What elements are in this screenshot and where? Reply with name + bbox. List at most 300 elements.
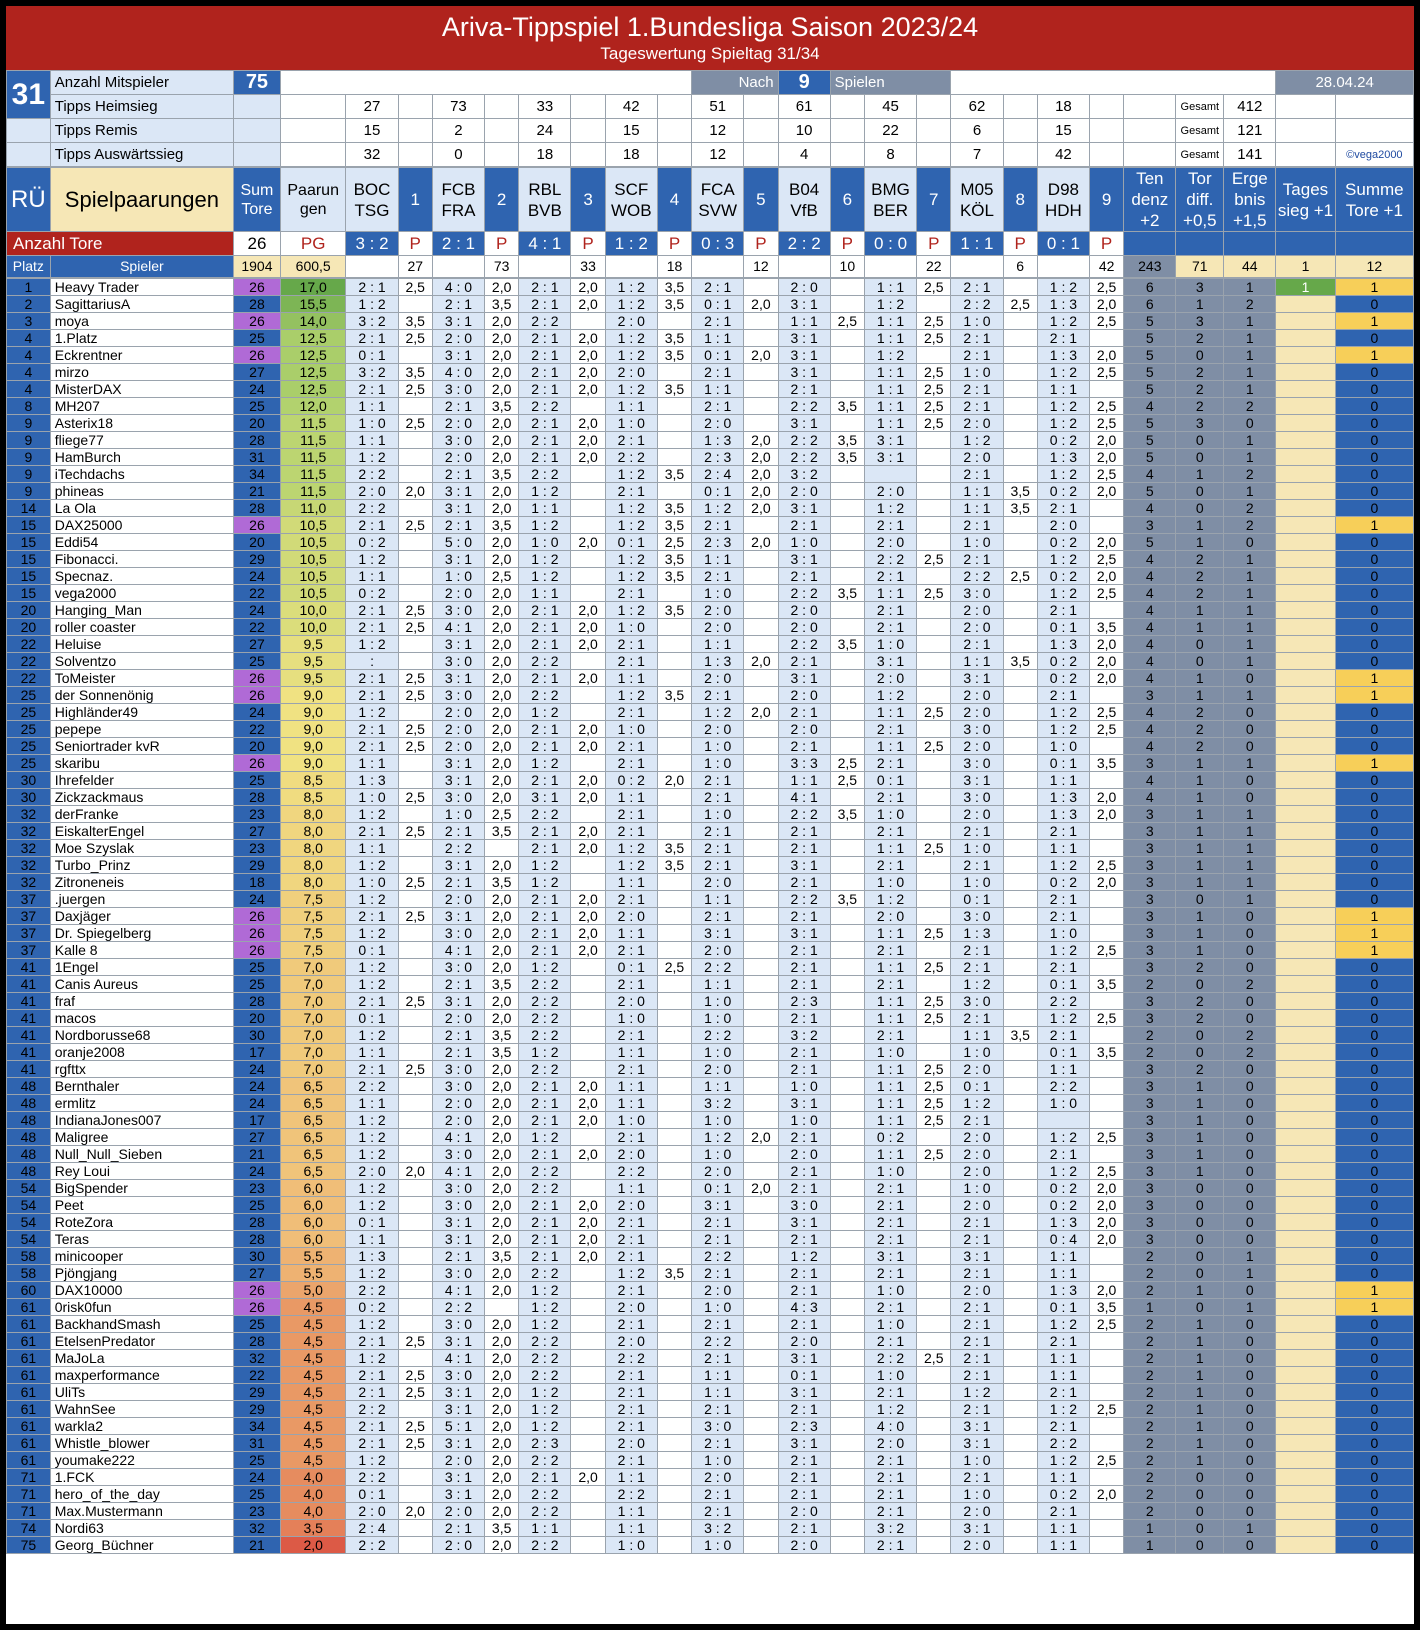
tip: 2 : 1 xyxy=(951,330,1003,347)
tip-points xyxy=(744,806,778,823)
rank: 15 xyxy=(7,585,51,602)
tip: 0 : 1 xyxy=(346,942,398,959)
tip: 4 : 3 xyxy=(778,1299,830,1316)
tip: 1 : 0 xyxy=(605,619,657,636)
tip-points xyxy=(830,908,864,925)
player-name: fliege77 xyxy=(50,432,233,449)
tip-points xyxy=(917,806,951,823)
tip-points xyxy=(571,1316,605,1333)
tip: 0 : 2 xyxy=(346,1299,398,1316)
tip: 1 : 0 xyxy=(778,534,830,551)
tordiff-header: Tor diff. +0,5 xyxy=(1176,168,1224,232)
tip: 0 : 2 xyxy=(1037,653,1089,670)
rank: 41 xyxy=(7,1010,51,1027)
tip: 2 : 1 xyxy=(346,738,398,755)
tip: 1 : 3 xyxy=(1037,636,1089,653)
tip-points xyxy=(744,1146,778,1163)
tordiff: 3 xyxy=(1176,313,1224,330)
tagessieg xyxy=(1276,1503,1335,1520)
points: 7,5 xyxy=(280,908,346,925)
tip-points: 3,5 xyxy=(657,857,691,874)
tendenz: 4 xyxy=(1124,398,1176,415)
tip-points xyxy=(1003,908,1037,925)
tendenz: 2 xyxy=(1124,1265,1176,1282)
tip-points xyxy=(744,670,778,687)
tendenz: 4 xyxy=(1124,670,1176,687)
tip: 0 : 1 xyxy=(1037,976,1089,993)
tip: 2 : 2 xyxy=(951,568,1003,585)
tordiff: 1 xyxy=(1176,534,1224,551)
tip: 3 : 1 xyxy=(778,1384,830,1401)
spacer xyxy=(778,256,830,278)
tip: 0 : 2 xyxy=(1037,1486,1089,1503)
player-name: Rey Loui xyxy=(50,1163,233,1180)
player-name: Canis Aureus xyxy=(50,976,233,993)
match-points-total: 73 xyxy=(484,256,518,278)
tordiff: 1 xyxy=(1176,942,1224,959)
tagessieg xyxy=(1276,1401,1335,1418)
tip: 1 : 0 xyxy=(865,636,917,653)
player-name: Ihrefelder xyxy=(50,772,233,789)
tip-points: 2,5 xyxy=(1003,568,1037,585)
tip-points xyxy=(917,721,951,738)
ergebnis: 0 xyxy=(1224,670,1276,687)
summe-tore: 1 xyxy=(1335,687,1413,704)
tip-points xyxy=(1089,500,1123,517)
tip: 1 : 0 xyxy=(605,415,657,432)
tip-points xyxy=(744,1299,778,1316)
tip-points: 2,0 xyxy=(484,1146,518,1163)
tip-points xyxy=(830,1197,864,1214)
points: 12,5 xyxy=(280,330,346,347)
spielpaarungen-header: Spielpaarungen xyxy=(50,168,233,232)
tagessieg xyxy=(1276,1095,1335,1112)
tip: 2 : 3 xyxy=(778,993,830,1010)
tip-points xyxy=(1003,1452,1037,1469)
tip: 2 : 1 xyxy=(605,1214,657,1231)
tagessieg xyxy=(1276,1384,1335,1401)
tip: 3 : 1 xyxy=(778,857,830,874)
table-row xyxy=(7,1146,1414,1163)
tip: 1 : 0 xyxy=(346,874,398,891)
tip-points: 2,0 xyxy=(571,823,605,840)
tip-points xyxy=(744,976,778,993)
rank: 4 xyxy=(7,364,51,381)
tip: 2 : 1 xyxy=(778,1316,830,1333)
tagessieg xyxy=(1276,993,1335,1010)
sum-tore: 34 xyxy=(234,466,281,483)
tip-points: 2,5 xyxy=(1089,279,1123,296)
tipp-count: 6 xyxy=(951,119,1003,143)
tordiff: 1 xyxy=(1176,670,1224,687)
home-team: B04 xyxy=(789,179,820,199)
player-name: BackhandSmash xyxy=(50,1316,233,1333)
tip: 1 : 2 xyxy=(346,296,398,313)
sum-tore: 29 xyxy=(234,1384,281,1401)
tip: 2 : 1 xyxy=(951,1112,1003,1129)
tip: 1 : 0 xyxy=(692,1010,744,1027)
tip-points: 2,0 xyxy=(571,891,605,908)
tip-points xyxy=(571,398,605,415)
tip: 1 : 3 xyxy=(346,772,398,789)
tip: 2 : 1 xyxy=(1037,908,1089,925)
ergebnis: 1 xyxy=(1224,1299,1276,1316)
rank: 3 xyxy=(7,313,51,330)
tip-points xyxy=(398,1469,432,1486)
tip-points: 2,0 xyxy=(484,772,518,789)
spacer xyxy=(1124,232,1176,256)
tip-points xyxy=(830,1384,864,1401)
gesamt-value: 121 xyxy=(1224,119,1276,143)
tip: 2 : 0 xyxy=(951,687,1003,704)
tip: 2 : 1 xyxy=(605,1418,657,1435)
tip: 3 : 1 xyxy=(432,1333,484,1350)
tip: 1 : 0 xyxy=(778,1078,830,1095)
tip: 1 : 1 xyxy=(346,432,398,449)
tip: 1 : 1 xyxy=(865,738,917,755)
rank: 1 xyxy=(7,279,51,296)
tip: 2 : 1 xyxy=(432,976,484,993)
tip-points: 3,5 xyxy=(1089,619,1123,636)
table-row xyxy=(7,908,1414,925)
tip-points xyxy=(744,1078,778,1095)
sum-tore: 17 xyxy=(234,1044,281,1061)
tip: 2 : 1 xyxy=(605,1027,657,1044)
ergebnis: 0 xyxy=(1224,942,1276,959)
tip: 2 : 1 xyxy=(865,857,917,874)
tip: 2 : 2 xyxy=(778,398,830,415)
ergebnis: 0 xyxy=(1224,993,1276,1010)
rank: 54 xyxy=(7,1231,51,1248)
tip-points xyxy=(657,704,691,721)
tip-points xyxy=(571,857,605,874)
tip-points: 2,5 xyxy=(398,670,432,687)
player-name: roller coaster xyxy=(50,619,233,636)
tip: 2 : 2 xyxy=(519,1503,571,1520)
spacer xyxy=(951,256,1003,278)
tip: 1 : 2 xyxy=(692,500,744,517)
spacer xyxy=(1276,232,1335,256)
player-name: Georg_Büchner xyxy=(50,1537,233,1554)
tip-points: 2,0 xyxy=(398,1503,432,1520)
tip: 2 : 0 xyxy=(432,415,484,432)
tip-points xyxy=(657,398,691,415)
sum-tore: 28 xyxy=(234,432,281,449)
tagessieg xyxy=(1276,619,1335,636)
tip: 2 : 0 xyxy=(951,1146,1003,1163)
tendenz-total: 243 xyxy=(1124,256,1176,278)
tip: 2 : 1 xyxy=(346,687,398,704)
tip-points xyxy=(657,313,691,330)
tip: 3 : 2 xyxy=(692,1520,744,1537)
tordiff: 0 xyxy=(1176,976,1224,993)
tip-points: 3,5 xyxy=(1003,500,1037,517)
tip: 0 : 1 xyxy=(1037,755,1089,772)
tip-points xyxy=(571,1163,605,1180)
date-label: 28.04.24 xyxy=(1276,71,1414,95)
tip-points xyxy=(1003,1299,1037,1316)
points: 7,5 xyxy=(280,891,346,908)
tip-points xyxy=(744,1350,778,1367)
tip: 3 : 0 xyxy=(432,1078,484,1095)
tordiff: 1 xyxy=(1176,1452,1224,1469)
tendenz: 3 xyxy=(1124,517,1176,534)
player-name: Nordborusse68 xyxy=(50,1027,233,1044)
ergebnis: 0 xyxy=(1224,738,1276,755)
rank: 71 xyxy=(7,1469,51,1486)
tordiff: 2 xyxy=(1176,364,1224,381)
tip-points xyxy=(744,1197,778,1214)
points: 11,5 xyxy=(280,415,346,432)
tip-points xyxy=(398,1027,432,1044)
tip: 2 : 1 xyxy=(605,704,657,721)
tip-points xyxy=(398,1316,432,1333)
tip-points: 2,5 xyxy=(1089,364,1123,381)
spacer xyxy=(605,256,657,278)
table-row xyxy=(7,874,1414,891)
rank: 9 xyxy=(7,415,51,432)
tip: 2 : 1 xyxy=(346,993,398,1010)
tip: 2 : 2 xyxy=(1037,1078,1089,1095)
tip-points xyxy=(1003,1367,1037,1384)
tip-points xyxy=(744,738,778,755)
spacer xyxy=(1003,119,1037,143)
summe-tore: 0 xyxy=(1335,1231,1413,1248)
spielen-label: Spielen xyxy=(830,71,951,95)
tip-points: 3,5 xyxy=(1089,755,1123,772)
tip-points xyxy=(917,670,951,687)
tip-points xyxy=(1003,1129,1037,1146)
ergebnis-header: Erge bnis +1,5 xyxy=(1224,168,1276,232)
tagessieg xyxy=(1276,534,1335,551)
spacer xyxy=(1089,143,1123,167)
tip: 1 : 2 xyxy=(346,1197,398,1214)
spacer xyxy=(744,119,778,143)
tip: 1 : 1 xyxy=(865,959,917,976)
tip-points xyxy=(744,959,778,976)
tip: 0 : 2 xyxy=(1037,483,1089,500)
tagessieg xyxy=(1276,738,1335,755)
tagessieg xyxy=(1276,1061,1335,1078)
player-name: Highländer49 xyxy=(50,704,233,721)
table-row xyxy=(7,330,1414,347)
player-name: Specnaz. xyxy=(50,568,233,585)
table-row xyxy=(7,1401,1414,1418)
tip: 3 : 0 xyxy=(432,381,484,398)
tip: 3 : 1 xyxy=(432,1486,484,1503)
tip-points: 3,5 xyxy=(830,449,864,466)
player-name: maxperformance xyxy=(50,1367,233,1384)
tip-points xyxy=(1089,1520,1123,1537)
tip: 3 : 1 xyxy=(432,772,484,789)
tip: 1 : 2 xyxy=(519,959,571,976)
tip: 1 : 2 xyxy=(346,976,398,993)
tip: 2 : 1 xyxy=(519,1095,571,1112)
tip-points: 2,0 xyxy=(571,721,605,738)
tip-points xyxy=(830,976,864,993)
away-team: KÖL xyxy=(959,200,994,220)
tip-points: 2,5 xyxy=(398,738,432,755)
tip-points xyxy=(1003,398,1037,415)
tip-points xyxy=(398,500,432,517)
tip: 2 : 1 xyxy=(605,738,657,755)
tip: 2 : 1 xyxy=(692,1265,744,1282)
tip: 1 : 1 xyxy=(605,398,657,415)
tordiff: 1 xyxy=(1176,874,1224,891)
tip: 3 : 1 xyxy=(432,993,484,1010)
tip xyxy=(865,466,917,483)
tip: 2 : 1 xyxy=(692,908,744,925)
tip-points: 2,0 xyxy=(484,1231,518,1248)
summe-tore: 0 xyxy=(1335,874,1413,891)
points: 6,0 xyxy=(280,1180,346,1197)
points: 4,5 xyxy=(280,1367,346,1384)
match-points-total: 27 xyxy=(398,256,432,278)
tip-points xyxy=(1003,1214,1037,1231)
tip-points: 2,5 xyxy=(398,279,432,296)
match-teams xyxy=(519,168,571,232)
tip: 1 : 2 xyxy=(519,755,571,772)
tip: 2 : 1 xyxy=(865,517,917,534)
tip-points: 2,0 xyxy=(744,347,778,364)
tip: 1 : 1 xyxy=(865,1095,917,1112)
tip: 3 : 0 xyxy=(432,1316,484,1333)
rank: 41 xyxy=(7,1061,51,1078)
tordiff: 0 xyxy=(1176,1027,1224,1044)
tip: 2 : 3 xyxy=(778,1418,830,1435)
tip-points xyxy=(1003,347,1037,364)
ergebnis: 1 xyxy=(1224,313,1276,330)
tip-points xyxy=(1003,942,1037,959)
tip-points xyxy=(830,1095,864,1112)
tip: 1 : 3 xyxy=(1037,789,1089,806)
match-teams xyxy=(346,168,398,232)
tordiff: 0 xyxy=(1176,653,1224,670)
tip: 2 : 0 xyxy=(432,1503,484,1520)
tordiff: 2 xyxy=(1176,704,1224,721)
spacer xyxy=(571,143,605,167)
tordiff: 0 xyxy=(1176,432,1224,449)
tip-points xyxy=(1003,1384,1037,1401)
tip-points xyxy=(1089,1146,1123,1163)
tip: 2 : 1 xyxy=(951,551,1003,568)
rank: 75 xyxy=(7,1537,51,1554)
player-name: Asterix18 xyxy=(50,415,233,432)
tipp-count: 15 xyxy=(346,119,398,143)
tip: 2 : 2 xyxy=(692,1333,744,1350)
tipp-count: 42 xyxy=(1037,143,1089,167)
tip-points xyxy=(571,1061,605,1078)
tip: 2 : 1 xyxy=(519,415,571,432)
ergebnis: 0 xyxy=(1224,1367,1276,1384)
tagessieg: 1 xyxy=(1276,279,1335,296)
tip-points: 2,5 xyxy=(398,330,432,347)
tip: 1 : 1 xyxy=(865,704,917,721)
tordiff: 0 xyxy=(1176,347,1224,364)
points: 4,0 xyxy=(280,1469,346,1486)
tip: 1 : 1 xyxy=(1037,772,1089,789)
tip: 1 : 2 xyxy=(605,279,657,296)
tip: 2 : 2 xyxy=(778,449,830,466)
tip: 2 : 0 xyxy=(778,687,830,704)
tip: 1 : 0 xyxy=(519,534,571,551)
ergebnis: 1 xyxy=(1224,330,1276,347)
tip: 3 : 0 xyxy=(951,789,1003,806)
tip-points xyxy=(398,891,432,908)
tip-points: 2,5 xyxy=(1003,296,1037,313)
tip-points xyxy=(571,517,605,534)
tip-points xyxy=(830,738,864,755)
tip: 2 : 1 xyxy=(346,1435,398,1452)
tip: 3 : 1 xyxy=(432,670,484,687)
tip: 1 : 2 xyxy=(1037,721,1089,738)
tordiff: 1 xyxy=(1176,1129,1224,1146)
ergebnis: 0 xyxy=(1224,1350,1276,1367)
rank: 61 xyxy=(7,1316,51,1333)
summe-tore: 0 xyxy=(1335,1044,1413,1061)
gesamt-value: 412 xyxy=(1224,95,1276,119)
spacer xyxy=(1335,95,1413,119)
tordiff: 1 xyxy=(1176,1350,1224,1367)
summe-tore: 0 xyxy=(1335,1503,1413,1520)
column-header xyxy=(6,167,1414,278)
sum-tore: 26 xyxy=(234,1282,281,1299)
tip-points xyxy=(830,1316,864,1333)
tendenz: 3 xyxy=(1124,823,1176,840)
table-row xyxy=(7,1367,1414,1384)
tip: 2 : 0 xyxy=(778,1537,830,1554)
tip: 1 : 1 xyxy=(865,1078,917,1095)
ergebnis: 0 xyxy=(1224,1503,1276,1520)
tip: 1 : 2 xyxy=(865,891,917,908)
tip: 1 : 1 xyxy=(605,1078,657,1095)
tip: 2 : 0 xyxy=(692,602,744,619)
player-name: La Ola xyxy=(50,500,233,517)
tip-points xyxy=(398,636,432,653)
tip: 1 : 1 xyxy=(865,585,917,602)
tip: 2 : 1 xyxy=(519,1214,571,1231)
tip-points xyxy=(1003,1146,1037,1163)
spacer xyxy=(1224,232,1276,256)
sum-tore: 24 xyxy=(234,891,281,908)
tordiff: 1 xyxy=(1176,1333,1224,1350)
tip: 1 : 2 xyxy=(605,602,657,619)
sum-tore-header: Sum Tore xyxy=(234,168,281,232)
tip-points: 2,0 xyxy=(1089,806,1123,823)
anzahl-tore-label: Anzahl Tore xyxy=(7,232,234,256)
tip: 2 : 2 xyxy=(605,1486,657,1503)
rank: 32 xyxy=(7,840,51,857)
rank: 48 xyxy=(7,1146,51,1163)
rank: 22 xyxy=(7,653,51,670)
tip-points xyxy=(830,1401,864,1418)
tordiff: 0 xyxy=(1176,1503,1224,1520)
tip: 2 : 1 xyxy=(951,517,1003,534)
sum-tore: 22 xyxy=(234,1367,281,1384)
tagessieg xyxy=(1276,704,1335,721)
tordiff: 1 xyxy=(1176,1112,1224,1129)
points: 10,5 xyxy=(280,568,346,585)
points: 6,5 xyxy=(280,1112,346,1129)
ergebnis: 0 xyxy=(1224,721,1276,738)
tip: 2 : 1 xyxy=(432,1027,484,1044)
ergebnis: 0 xyxy=(1224,959,1276,976)
ergebnis: 0 xyxy=(1224,1452,1276,1469)
table-row xyxy=(7,1418,1414,1435)
tip: 2 : 1 xyxy=(778,1231,830,1248)
tip-points xyxy=(1089,959,1123,976)
tip: 1 : 2 xyxy=(346,1027,398,1044)
